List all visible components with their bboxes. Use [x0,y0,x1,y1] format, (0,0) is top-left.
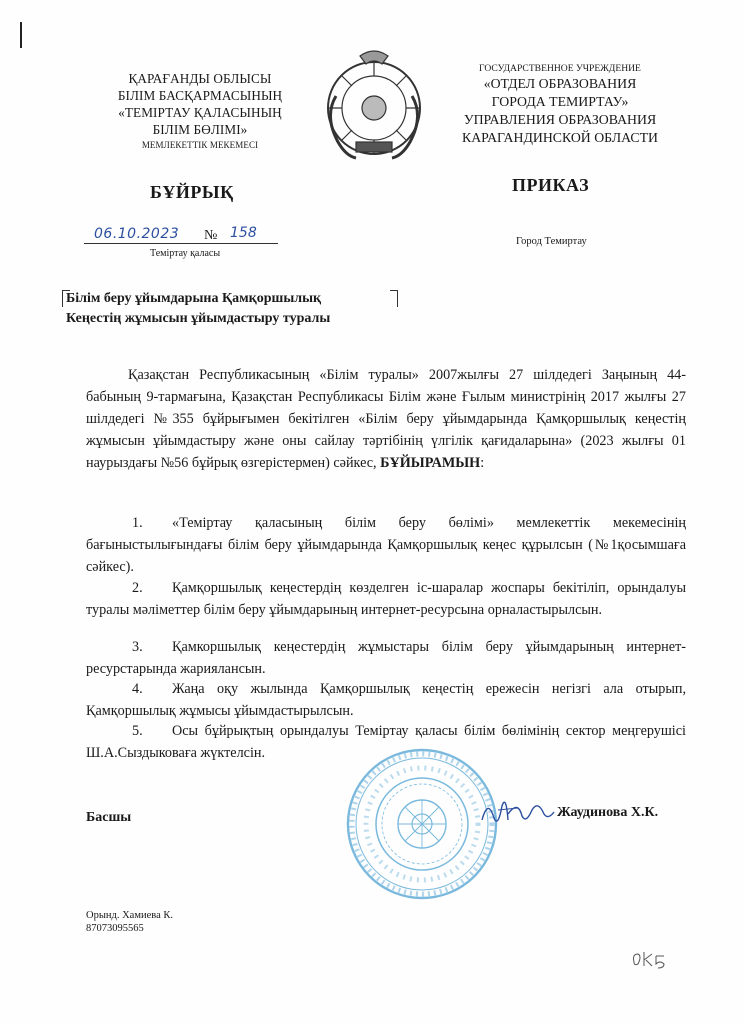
scan-edge-mark [20,22,22,48]
header-ru-line: ГОСУДАРСТВЕННОЕ УЧРЕЖДЕНИЕ [479,63,641,74]
executor-phone: 87073095565 [86,923,144,934]
item-number: 5. [132,723,143,739]
header-kz-line: МЕМЛЕКЕТТІК МЕКЕМЕСІ [141,140,259,150]
header-ru-line: ГОРОДА ТЕМИРТАУ» [491,94,629,109]
date-underline [84,243,278,244]
item-text: Осы бұйрықтың орындалуы Теміртау қаласы білім бөлімінің сектор меңгерушісі Ш.А.Сыздыковаға жүктелсін. [86,723,686,761]
header-russian [440,62,680,147]
intro-paragraph [86,364,686,474]
order-date-number [80,224,280,246]
header-kazakh [100,70,300,152]
order-word: БҰЙЫРАМЫН [380,455,481,471]
item-text: Қамкоршылық кеңестердің жұмыстары білім беру ұйымдарының интернет-ресурстарында жарияланcын. [86,639,686,677]
item-text: Қамқоршылық кеңестердің көзделген іс-шаралар жоспары бекітіліп, орындалуы туралы мәліметтер білім беру ұйымдарының интернет-ресурсына орналастырылсын. [86,580,686,618]
order-item [86,678,686,722]
number-sign: № [204,228,218,243]
header-kz-line: БІЛІМ БАСҚАРМАСЫНЫҢ [117,88,283,103]
header-ru-line: КАРАГАНДИНСКОЙ ОБЛАСТИ [462,130,658,145]
header-kz-line: БІЛІМ БӨЛІМІ» [152,122,248,137]
intro-text: Қазақстан Республикасының «Білім туралы» 2007жылғы 27 шілдедегі Заңының 44-бабының 9-тармағына, Қазақстан Республикасы Білім және Ғылым министрінің 2017 жылғы 27 шілдедегі №355 бұйрығымен бекітілген «Білім беру ұйымдарында Қамқоршылық кеңестің жұмысын ұйымдастыру және оны сайлау тәртібінің үлгілік қағидаларына» (2023 жылғы 01 наурыздағы №56 бұйрық өзгерістермен) сәйкес, [86,367,686,471]
signatory-role: Басшы [86,810,132,825]
item-text: Жаңа оқу жылында Қамқоршылық кеңестің ережесін негізгі ала отырып, Қамқоршылық жұмысы ұйымдастырылсын. [86,681,686,719]
handwritten-date: 06.10.2023 [94,226,180,242]
header-kz-line: «ТЕМІРТАУ ҚАЛАСЫНЫҢ [118,105,282,120]
document-title-kz: БҰЙРЫҚ [150,182,234,202]
intro-colon: : [480,455,485,471]
order-item [86,577,686,621]
header-kz-line: ҚАРАҒАНДЫ ОБЛЫСЫ [128,71,272,86]
item-text: «Теміртау қаласының білім беру бөлімі» мемлекеттік мекемесінің бағыныстылығындағы білім беру ұйымдарында Қамқоршылық кеңес құрылсын (№1қосымшаға сәйкес). [86,515,686,575]
executor-name: Орынд. Хамиева К. [86,910,173,921]
order-item [86,636,686,680]
order-subject [66,289,406,329]
order-item [86,512,686,578]
header-ru-line: «ОТДЕЛ ОБРАЗОВАНИЯ [483,76,637,91]
item-number: 1. [132,515,143,531]
city-kz: Теміртау қаласы [150,248,221,259]
item-number: 3. [132,639,143,655]
handwritten-number: 158 [230,225,257,241]
subject-line: Кеңестің жұмысын ұйымдастыру туралы [66,311,331,326]
subject-line: Білім беру ұйымдарына Қамқоршылық [66,291,322,306]
handwritten-signature-icon [478,790,558,830]
header-ru-line: УПРАВЛЕНИЯ ОБРАЗОВАНИЯ [463,112,657,127]
item-number: 4. [132,681,143,697]
document-title-ru: ПРИКАЗ [512,175,590,195]
handwritten-note-icon [630,946,670,970]
signatory-name: Жаудинова Х.К. [557,805,659,820]
state-emblem-icon [316,46,432,172]
item-number: 2. [132,580,143,596]
city-ru: Город Темиртау [516,236,587,247]
